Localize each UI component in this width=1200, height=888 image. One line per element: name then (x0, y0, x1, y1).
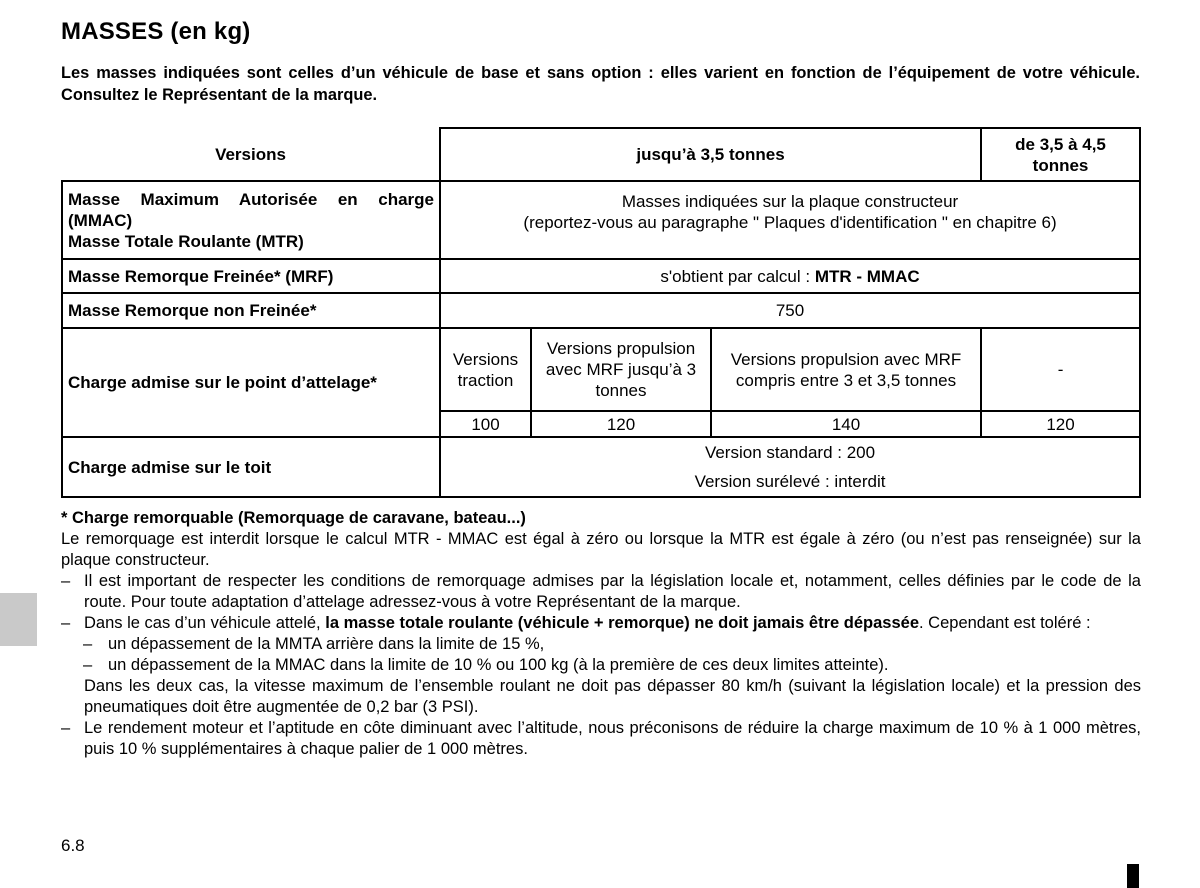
header-upto-3-5-tonnes: jusqu’à 3,5 tonnes (440, 128, 981, 181)
table-row-mmac (62, 181, 1140, 259)
mmac-label-line2: (MMAC) (68, 210, 133, 230)
footnote-subbullet-2 (61, 655, 1141, 676)
table-row-toit (62, 437, 1140, 497)
toit-value-line2: Version surélevé : interdit (694, 472, 886, 491)
subbullet-dash: – (83, 656, 93, 674)
non-freinee-label: Masse Remorque non Freinée* (62, 293, 440, 328)
attelage-label: Charge admise sur le point d’attelage* (62, 328, 440, 437)
footnote-intro: Le remorquage est interdit lorsque le calcul MTR - MMAC est égal à zéro ou lorsque la MTR est égale à zéro (ou n’est pas renseignée) sur la plaque constructeur. (61, 530, 1141, 569)
footnote-title: * Charge remorquable (Remorquage de caravane, bateau...) (61, 509, 526, 527)
footnote-bullet-3 (61, 718, 1141, 760)
table-row-non-freinee (62, 293, 1140, 328)
table-row-mrf (62, 259, 1140, 293)
attelage-value-propulsion-3t: 120 (531, 411, 711, 437)
subbullet-2-text: un dépassement de la MMAC dans la limite de 10 % ou 100 kg (à la première de ces deux limites atteinte). (108, 656, 889, 674)
subbullet-dash: – (83, 635, 93, 653)
chapter-side-tab (0, 593, 37, 646)
bullet-dash: – (61, 614, 71, 632)
non-freinee-value: 750 (440, 293, 1140, 328)
bullet-2-suffix: . Cependant est toléré : (919, 614, 1091, 632)
mrf-value-formula: MTR - MMAC (814, 266, 920, 286)
mmac-value-line1: Masses indiquées sur la plaque constructeur (621, 192, 959, 211)
mmac-label-line1: Masse Maximum Autorisée en charge (68, 189, 434, 209)
table-row-attelage-headers (62, 328, 1140, 411)
attelage-value-traction: 100 (440, 411, 531, 437)
mrf-value (440, 259, 1140, 293)
attelage-subheader-dash: - (981, 328, 1140, 411)
intro-paragraph: Les masses indiquées sont celles d’un véhicule de base et sans option : elles varient en fonction de l’équipement de votre véhicule. Consultez le Représentant de la marque. (61, 64, 1140, 104)
footnote-subbullet-1 (61, 634, 1141, 655)
bullet-1-text: Il est important de respecter les conditions de remorquage admises par la législation locale et, notamment, celles définies par le code de la route. Pour toute adaptation d’attelage adressez-vous à votre Représentant de la marque. (84, 572, 1141, 611)
mrf-value-prefix: s'obtient par calcul : (660, 266, 815, 286)
attelage-subheader-propulsion-3t: Versions propulsion avec MRF jusqu’à 3 tonnes (531, 328, 711, 411)
attelage-value-4-5t: 120 (981, 411, 1140, 437)
mmac-label-line3: Masse Totale Roulante (MTR) (68, 231, 304, 251)
header-versions: Versions (62, 128, 440, 181)
footnote-section (61, 508, 1141, 760)
bullet-2-prefix: Dans le cas d’un véhicule attelé, (84, 614, 326, 632)
table-header-row (62, 128, 1140, 181)
attelage-subheader-propulsion-3-3-5t: Versions propulsion avec MRF compris entre 3 et 3,5 tonnes (711, 328, 981, 411)
mmac-label (62, 181, 440, 259)
bullet-dash: – (61, 719, 71, 737)
masses-table (61, 127, 1141, 498)
footnote-bullet-2 (61, 613, 1141, 634)
footnote-bullet-1 (61, 571, 1141, 613)
mmac-value-line2: (reportez-vous au paragraphe " Plaques d'identification " en chapitre 6) (523, 213, 1057, 232)
corner-mark (1127, 864, 1139, 888)
page-number: 6.8 (61, 836, 85, 855)
mrf-label: Masse Remorque Freinée* (MRF) (62, 259, 440, 293)
subbullet-1-text: un dépassement de la MMTA arrière dans la limite de 15 %, (108, 635, 545, 653)
bullet-3-text: Le rendement moteur et l’aptitude en côte diminuant avec l’altitude, nous préconisons de réduire la charge maximum de 10 % à 1 000 mètres, puis 10 % supplémentaires à chaque palier de 1 000 mètres. (84, 719, 1141, 758)
toit-value (440, 437, 1140, 497)
attelage-value-propulsion-3-3-5t: 140 (711, 411, 981, 437)
bullet-2-bold: la masse totale roulante (véhicule + remorque) ne doit jamais être dépassée (325, 614, 920, 632)
attelage-subheader-traction: Versions traction (440, 328, 531, 411)
page-title: MASSES (en kg) (61, 18, 251, 45)
toit-value-line1: Version standard : 200 (704, 443, 876, 462)
footnote-bullet-2-continuation: Dans les deux cas, la vitesse maximum de l’ensemble roulant ne doit pas dépasser 80 km/h (suivant la législation locale) et la pression des pneumatiques doit être augmentée de 0,2 bar (3 PSI). (84, 677, 1141, 716)
bullet-dash: – (61, 572, 71, 590)
toit-label: Charge admise sur le toit (62, 437, 440, 497)
header-3-5-to-4-5-tonnes: de 3,5 à 4,5 tonnes (981, 128, 1140, 181)
mmac-value (440, 181, 1140, 259)
